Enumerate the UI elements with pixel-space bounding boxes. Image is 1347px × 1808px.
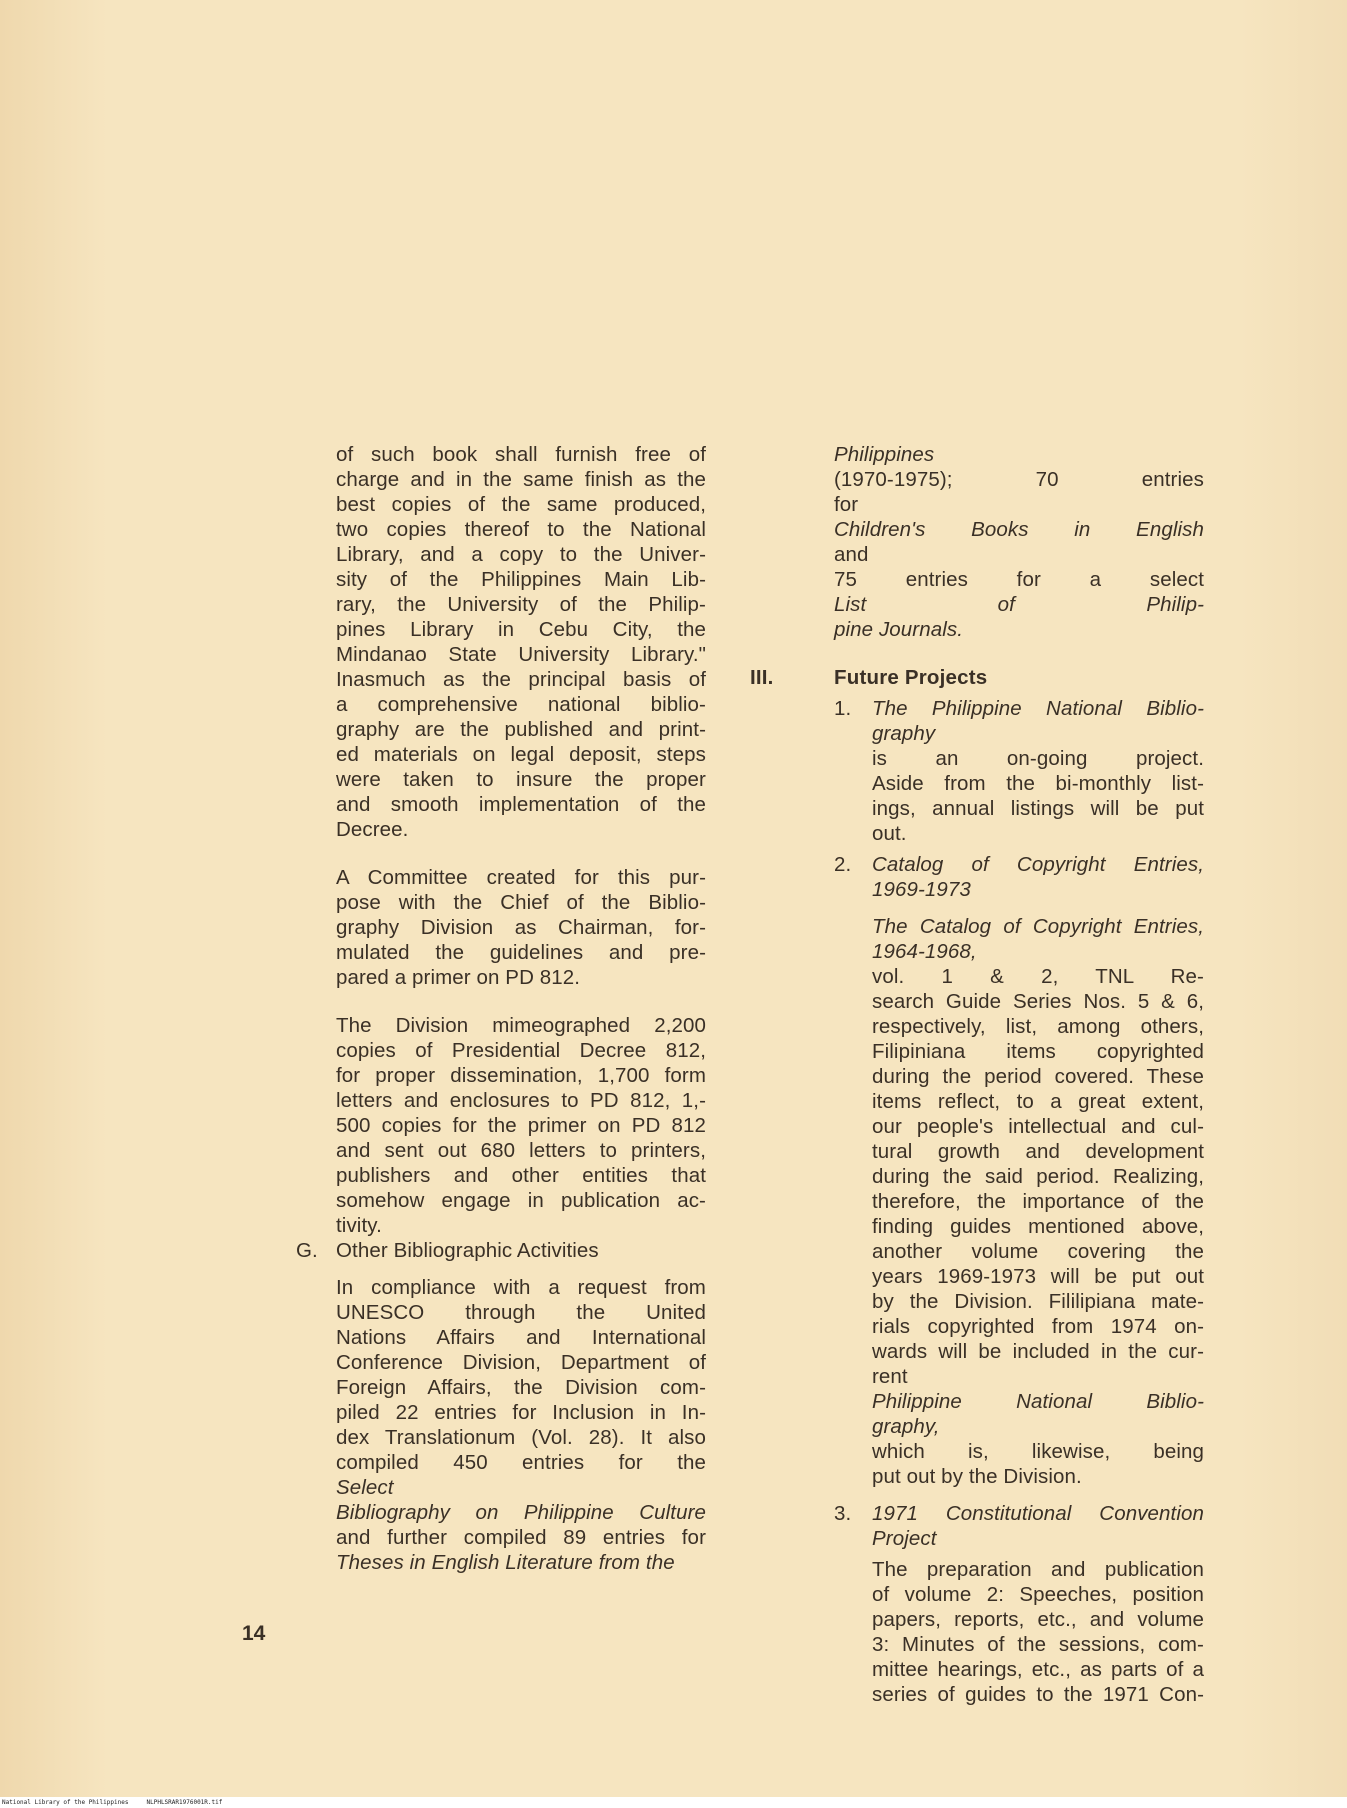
- text-line: our people's intellectual and cul-: [872, 1115, 1204, 1138]
- page-number: 14: [242, 1622, 266, 1645]
- text-line: mulated the guidelines and pre-: [336, 941, 706, 964]
- text-line: 500 copies for the primer on PD 812: [336, 1114, 706, 1137]
- text-line: wards will be included in the cur-: [872, 1340, 1204, 1363]
- text-line: series of guides to the 1971 Con-: [872, 1683, 1204, 1706]
- text-line: charge and in the same finish as the: [336, 468, 706, 491]
- paragraph-unesco: [336, 1275, 706, 1450]
- text-line: pines Library in Cebu City, the: [336, 618, 706, 641]
- text-line: Nations Affairs and International: [336, 1326, 706, 1349]
- text-line: piled 22 entries for Inclusion in In-: [336, 1401, 706, 1424]
- list-item-3: 3. 1971 Constitutional Convention Project: [834, 1502, 1204, 1550]
- item-2-body-end: rent Philippine National Biblio- graphy, which is, likewise, being put out by the Division.: [872, 1365, 1204, 1488]
- text-line: The Division mimeographed 2,200: [336, 1014, 706, 1037]
- section-g-title: Other Bibliographic Activities: [336, 1239, 599, 1262]
- text-line: sity of the Philippines Main Lib-: [336, 568, 706, 591]
- text-line: A Committee created for this pur-: [336, 866, 706, 889]
- text-line: during the said period. Realizing,: [872, 1165, 1204, 1188]
- text-line: somehow engage in publication ac-: [336, 1189, 706, 1212]
- text-line: of such book shall furnish free of: [336, 443, 706, 466]
- text-line: items reflect, to a great extent,: [872, 1090, 1204, 1113]
- text-line: papers, reports, etc., and volume: [872, 1608, 1204, 1631]
- text-line: In compliance with a request from: [336, 1276, 706, 1299]
- text-line: and sent out 680 letters to printers,: [336, 1139, 706, 1162]
- scan-footer: National Library of the Philippines NLPHLSRAR1976001R.tif: [0, 1797, 1347, 1808]
- section-iii-title: Future Projects: [834, 666, 988, 689]
- list-item-1: 1. The Philippine National Biblio- graphy is an on-going project. Aside from the bi-monthly list- ings, annual listings will be put out.: [834, 697, 1204, 845]
- text-line: search Guide Series Nos. 5 & 6,: [872, 990, 1204, 1013]
- text-line: graphy are the published and print-: [336, 718, 706, 741]
- item-2-body: The Catalog of Copyright Entries, 1964-1968, vol. 1 & 2, TNL Re- search Guide Series Nos. 5 & 6, respectively, list, among others, Filipiniana items copyrighted during the period covered. These items reflect, to a great extent, our people's intellectual and cul- tural growth and development during the said period. Realizing, therefore, the importance of the finding guides mentioned above, another volume covering the years 1969-1973 will be put out by the Division. Fililipiana mate- rials copyrighted from 1974 on- wards will be included in the cur-: [872, 915, 1204, 1363]
- section-g-heading: [296, 1238, 706, 1263]
- text-line: Mindanao State University Library.": [336, 643, 706, 666]
- text-line: graphy Division as Chairman, for-: [336, 916, 706, 939]
- left-column: [296, 442, 706, 1575]
- text-line: finding guides mentioned above,: [872, 1215, 1204, 1238]
- text-line: and smooth implementation of the: [336, 793, 706, 816]
- text-line: a comprehensive national biblio-: [336, 693, 706, 716]
- text-line: ed materials on legal deposit, steps: [336, 743, 706, 766]
- paragraph-committee: [336, 865, 706, 990]
- item-3-number: 3.: [834, 1502, 852, 1525]
- item-3-body: [834, 1557, 1204, 1707]
- text-line: UNESCO through the United: [336, 1301, 706, 1324]
- text-line: years 1969-1973 will be put out: [872, 1265, 1204, 1288]
- text-line: tural growth and development: [872, 1140, 1204, 1163]
- text-line: rials copyrighted from 1974 on-: [872, 1315, 1204, 1338]
- text-line: mittee hearings, etc., as parts of a: [872, 1658, 1204, 1681]
- text-line: letters and enclosures to PD 812, 1,-: [336, 1089, 706, 1112]
- paragraph-mimeographed: [336, 1013, 706, 1238]
- text-line: tivity.: [336, 1214, 382, 1237]
- text-line: pared a primer on PD 812.: [336, 966, 581, 989]
- item-1-number: 1.: [834, 697, 852, 720]
- text-line: two copies thereof to the National: [336, 518, 706, 541]
- text-line: Conference Division, Department of: [336, 1351, 706, 1374]
- text-line: another volume covering the: [872, 1240, 1204, 1263]
- text-line: The preparation and publication: [872, 1558, 1204, 1581]
- text-line: copies of Presidential Decree 812,: [336, 1039, 706, 1062]
- section-iii-number: III.: [750, 666, 774, 689]
- text-line: Inasmuch as the principal basis of: [336, 668, 706, 691]
- text-line: Filipiniana items copyrighted: [872, 1040, 1204, 1063]
- text-line: pose with the Chief of the Biblio-: [336, 891, 706, 914]
- text-line: for proper dissemination, 1,700 form: [336, 1064, 706, 1087]
- text-line: during the period covered. These: [872, 1065, 1204, 1088]
- paragraph-legal-deposit: [336, 442, 706, 842]
- text-line: were taken to insure the proper: [336, 768, 706, 791]
- text-line: Decree.: [336, 818, 409, 841]
- section-iii-heading: [750, 665, 1204, 690]
- text-line: publishers and other entities that: [336, 1164, 706, 1187]
- item-2-number: 2.: [834, 853, 852, 876]
- text-line: therefore, the importance of the: [872, 1190, 1204, 1213]
- text-line: by the Division. Fililipiana mate-: [872, 1290, 1204, 1313]
- text-line: 3: Minutes of the sessions, com-: [872, 1633, 1204, 1656]
- text-line: rary, the University of the Philip-: [336, 593, 706, 616]
- text-line: respectively, list, among others,: [872, 1015, 1204, 1038]
- text-line: Foreign Affairs, the Division com-: [336, 1376, 706, 1399]
- text-line: dex Translationum (Vol. 28). It also: [336, 1426, 706, 1449]
- text-line: Library, and a copy to the Univer-: [336, 543, 706, 566]
- text-line: of volume 2: Speeches, position: [872, 1583, 1204, 1606]
- section-g-number: G.: [296, 1239, 318, 1262]
- right-column: [750, 442, 1204, 1707]
- paragraph-unesco-continued: compiled 450 entries for the Select Bibliography on Philippine Culture and further compiled 89 entries for Theses in English Literature from the: [336, 1451, 706, 1574]
- paragraph-continuation: Philippines (1970-1975); 70 entries for Children's Books in English and 75 entries for a select List of Philip- pine Journals.: [834, 443, 1204, 641]
- text-line: best copies of the same produced,: [336, 493, 706, 516]
- list-item-2: 2. Catalog of Copyright Entries, 1969-1973: [834, 853, 1204, 901]
